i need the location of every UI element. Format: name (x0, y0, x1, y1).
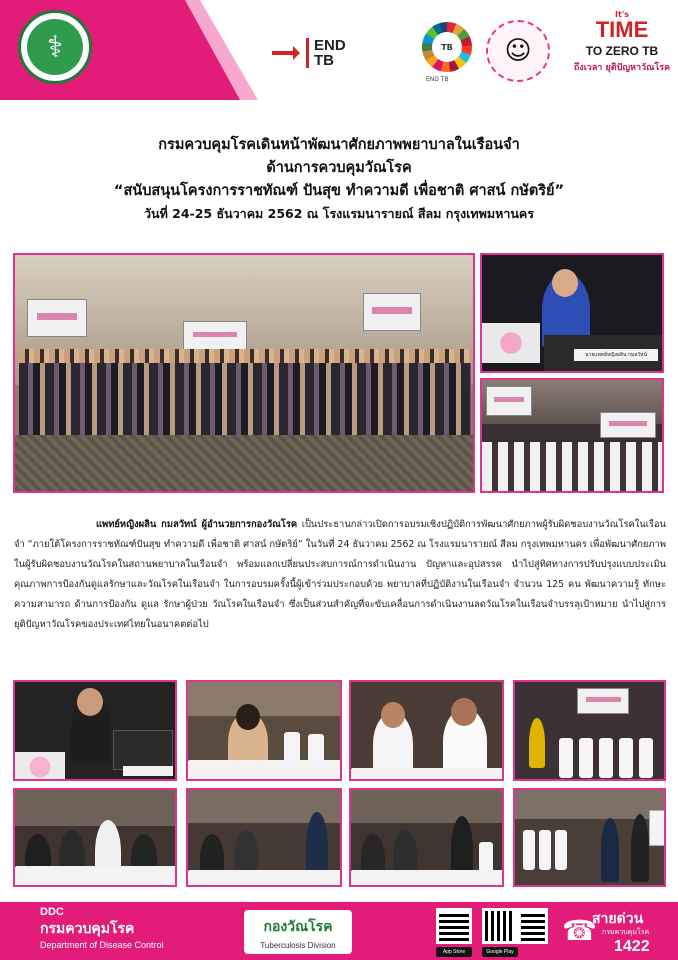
podium-name-sign: นายแพทย์หญิงผลิน กมลวัทน์ (574, 349, 658, 361)
article-lead-name: แพทย์หญิงผลิน กมลวัทน์ ผู้อำนวยการกองวัณโรค (96, 519, 298, 530)
time-thai-label: ถึงเวลา ยุติปัญหาวัณโรค (573, 63, 671, 73)
audience-room-photo (480, 378, 664, 493)
event-date-venue: วันที่ 24-25 ธันวาคม 2562 ณ โรงแรมนารายณ์ สีลม กรุงเทพมหานคร (144, 206, 534, 221)
projector-screen-left (27, 299, 87, 337)
projector-screen-right (363, 293, 421, 331)
to-zero-tb-label: TO ZERO TB (585, 44, 659, 58)
caduceus-icon: ⚕ (27, 19, 83, 75)
header (0, 0, 678, 100)
gallery-photo-2 (186, 680, 342, 781)
its-label: It's (614, 10, 629, 19)
projector-screen-center (183, 321, 247, 351)
endtb-line1: END (314, 37, 346, 54)
tb-division-logo (244, 910, 352, 954)
gallery-photo-5 (13, 788, 177, 887)
tb-division-english: Tuberculosis Division (260, 941, 336, 950)
phone-icon: ☎ (562, 914, 597, 947)
endtb-line2: TB (314, 52, 334, 69)
headline-block (0, 134, 678, 225)
headline-line-3: “สนับสนุนโครงการราชทัณฑ์ ปันสุข ทำความดี เพื่อชาติ ศาสน์ กษัตริย์” (113, 183, 565, 199)
speaker-photo (480, 253, 664, 373)
gallery-photo-3 (349, 680, 504, 781)
article-text: เป็นประธานกล่าวเปิดการอบรมเชิงปฏิบัติการพัฒนาศักยภาพผู้รับผิดชอบงานวัณโรคในเรือนจำ “ภายใต้โครงการราชทัณฑ์ปันสุข ทำความดี เพื่อชาติ ศาสน์ กษัตริย์” ในวันที่ 24 ธันวาคม 2562 ณ โรงแรมนารายณ์ สีลม กรุงเทพมหานคร เพื่อพัฒนาศักยภาพในผู้รับผิดชอบงานวัณโรคในสถานพยาบาลในเรือนจำ พร้อมแลกเปลี่ยนประสบการณ์การดำเนินงาน ปัญหาและอุปสรรค นำไปสู่ทิศทางการปรับปรุงแบบประเมินคุณภาพการป้องกันดูแลรักษาและวัณโรคในเรือนจำ ในการอบรมครั้งนี้ผู้เข้าร่วมประกอบด้วย พยาบาลที่ปฏิบัติงานในเรือนจำ จำนวน 125 คน พัฒนาความรู้ ทักษะ ความสามารถ ด้านการป้องกัน ดูแล รักษาผู้ป่วย วัณโรคในเรือนจำ ซึ่งเป็นส่วนสำคัญที่จะขับเคลื่อนการดำเนินงานลดวัณโรคในเรือนจำบรรลุเป้าหมาย นำไปสู่การยุติปัญหาวัณโรคของประเทศไทยในอนาคตต่อไป (14, 519, 666, 630)
end-tb-logo (272, 38, 346, 68)
tb-division-thai: กองวัณโรค (263, 919, 333, 935)
time-to-zero-tb-logo (572, 10, 672, 96)
gallery-photo-8 (513, 788, 666, 887)
qr-code-icon[interactable] (518, 908, 548, 944)
hotline-label: สายด่วน (592, 911, 644, 927)
hotline-sub-label: กรมควบคุมโรค (602, 928, 650, 936)
arrow-icon (272, 51, 294, 55)
gallery-photo-4 (513, 680, 666, 781)
ddc-abbreviation: DDC (40, 906, 64, 918)
qr-code-icon[interactable] (436, 908, 472, 944)
qr-code-icon[interactable] (482, 908, 518, 944)
gallery-photo-7 (349, 788, 504, 887)
hotline-number[interactable]: 1422 (614, 938, 650, 955)
group-photo (13, 253, 475, 493)
article-body (14, 515, 666, 635)
sdg-ring-logo (422, 22, 472, 72)
headline-line-1: กรมควบคุมโรคเดินหน้าพัฒนาศักยภาพพยาบาลในเรือนจำ (158, 137, 520, 153)
ddc-english-name: Department of Disease Control (40, 940, 164, 950)
headline-line-2: ด้านการควบคุมวัณโรค (266, 160, 412, 176)
time-label: TIME (595, 17, 649, 42)
app-store-badge[interactable]: App Store (436, 947, 472, 957)
sdg-caption: END TB (426, 76, 449, 83)
google-play-badge[interactable]: Google Play (482, 947, 518, 957)
gallery-photo-1 (13, 680, 177, 781)
sdg-center: TB (432, 32, 462, 62)
ddc-thai-name: กรมควบคุมโรค (40, 921, 135, 937)
moph-seal-logo (18, 10, 92, 84)
gallery-photo-6 (186, 788, 342, 887)
footer (0, 902, 678, 960)
campaign-badge-icon: ☺ (486, 20, 550, 82)
